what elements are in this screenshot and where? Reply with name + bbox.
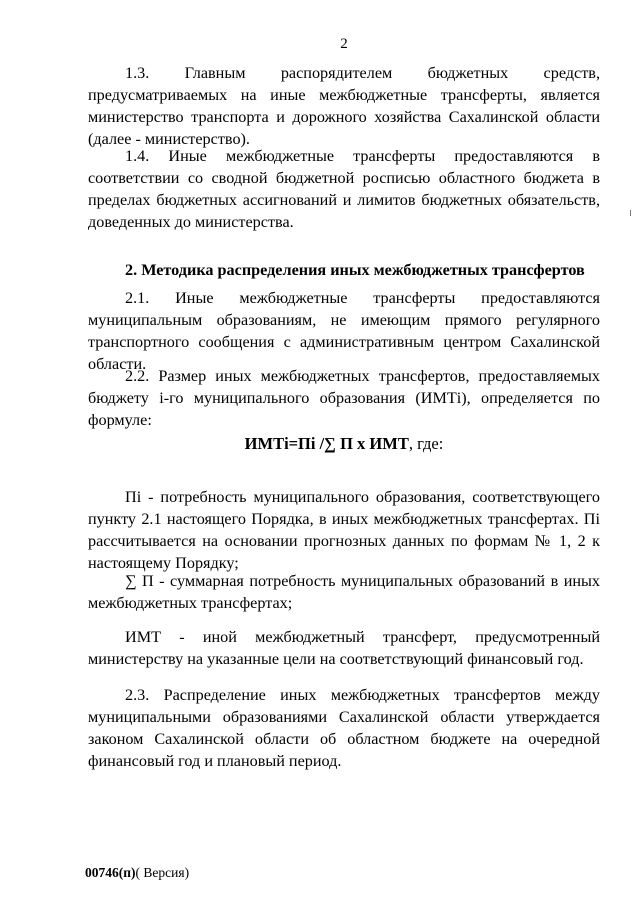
definition-sum: ∑ П - суммарная потребность муниципальных образований в иных межбюджетных трансфертах; [88,572,600,612]
scan-edge-mark [630,210,631,216]
formula [88,433,600,455]
paragraph-1-4: 1.4. Иные межбюджетные трансферты предоставляются в соответствии со сводной бюджетной росписью областного бюджета в пределах бюджетных ассигнований и лимитов бюджетных обязательств, доведенных до министерства. [88,147,600,231]
footer-version: ( Версия) [135,865,190,880]
section-2-heading: 2. Методика распределения иных межбюджетных трансфертов [125,261,585,279]
paragraph-2-2: 2.2. Размер иных межбюджетных трансфертов, предоставляемых бюджету i-го муниципального образования (ИМТi), определяется по формуле: [88,367,600,429]
definition-pi: Пi - потребность муниципального образования, соответствующего пункту 2.1 настоящего Порядка, в иных межбюджетных трансфертах. Пi рассчитывается на основании прогнозных данных по формам № 1, 2 к настоящему Порядку; [88,488,600,572]
paragraph-2-3: 2.3. Распределение иных межбюджетных трансфертов между муниципальными образованиями Сахалинской области утверждается законом Сахалинской области об областном бюджете на очередной финансовый год и плановый период. [88,686,600,770]
page-number: 2 [340,36,348,52]
definition-imt: ИМТ - иной межбюджетный трансферт, предусмотренный министерству на указанные цели на соответствующий финансовый год. [88,628,600,668]
paragraph-1-3: 1.3. Главным распорядителем бюджетных средств, предусматриваемых на иные межбюджетные трансферты, является министерство транспорта и дорожного хозяйства Сахалинской области (далее - министерство). [88,64,600,148]
paragraph-2-1: 2.1. Иные межбюджетные трансферты предоставляются муниципальным образованиям, не имеющим прямого регулярного транспортного сообщения с административным центром Сахалинской области. [88,289,600,373]
footer [85,862,189,884]
footer-code: 00746(п) [85,865,136,880]
formula-expression: ИМТi=Пi /∑ П х ИМТ [244,434,409,453]
formula-suffix: , где: [408,434,444,453]
